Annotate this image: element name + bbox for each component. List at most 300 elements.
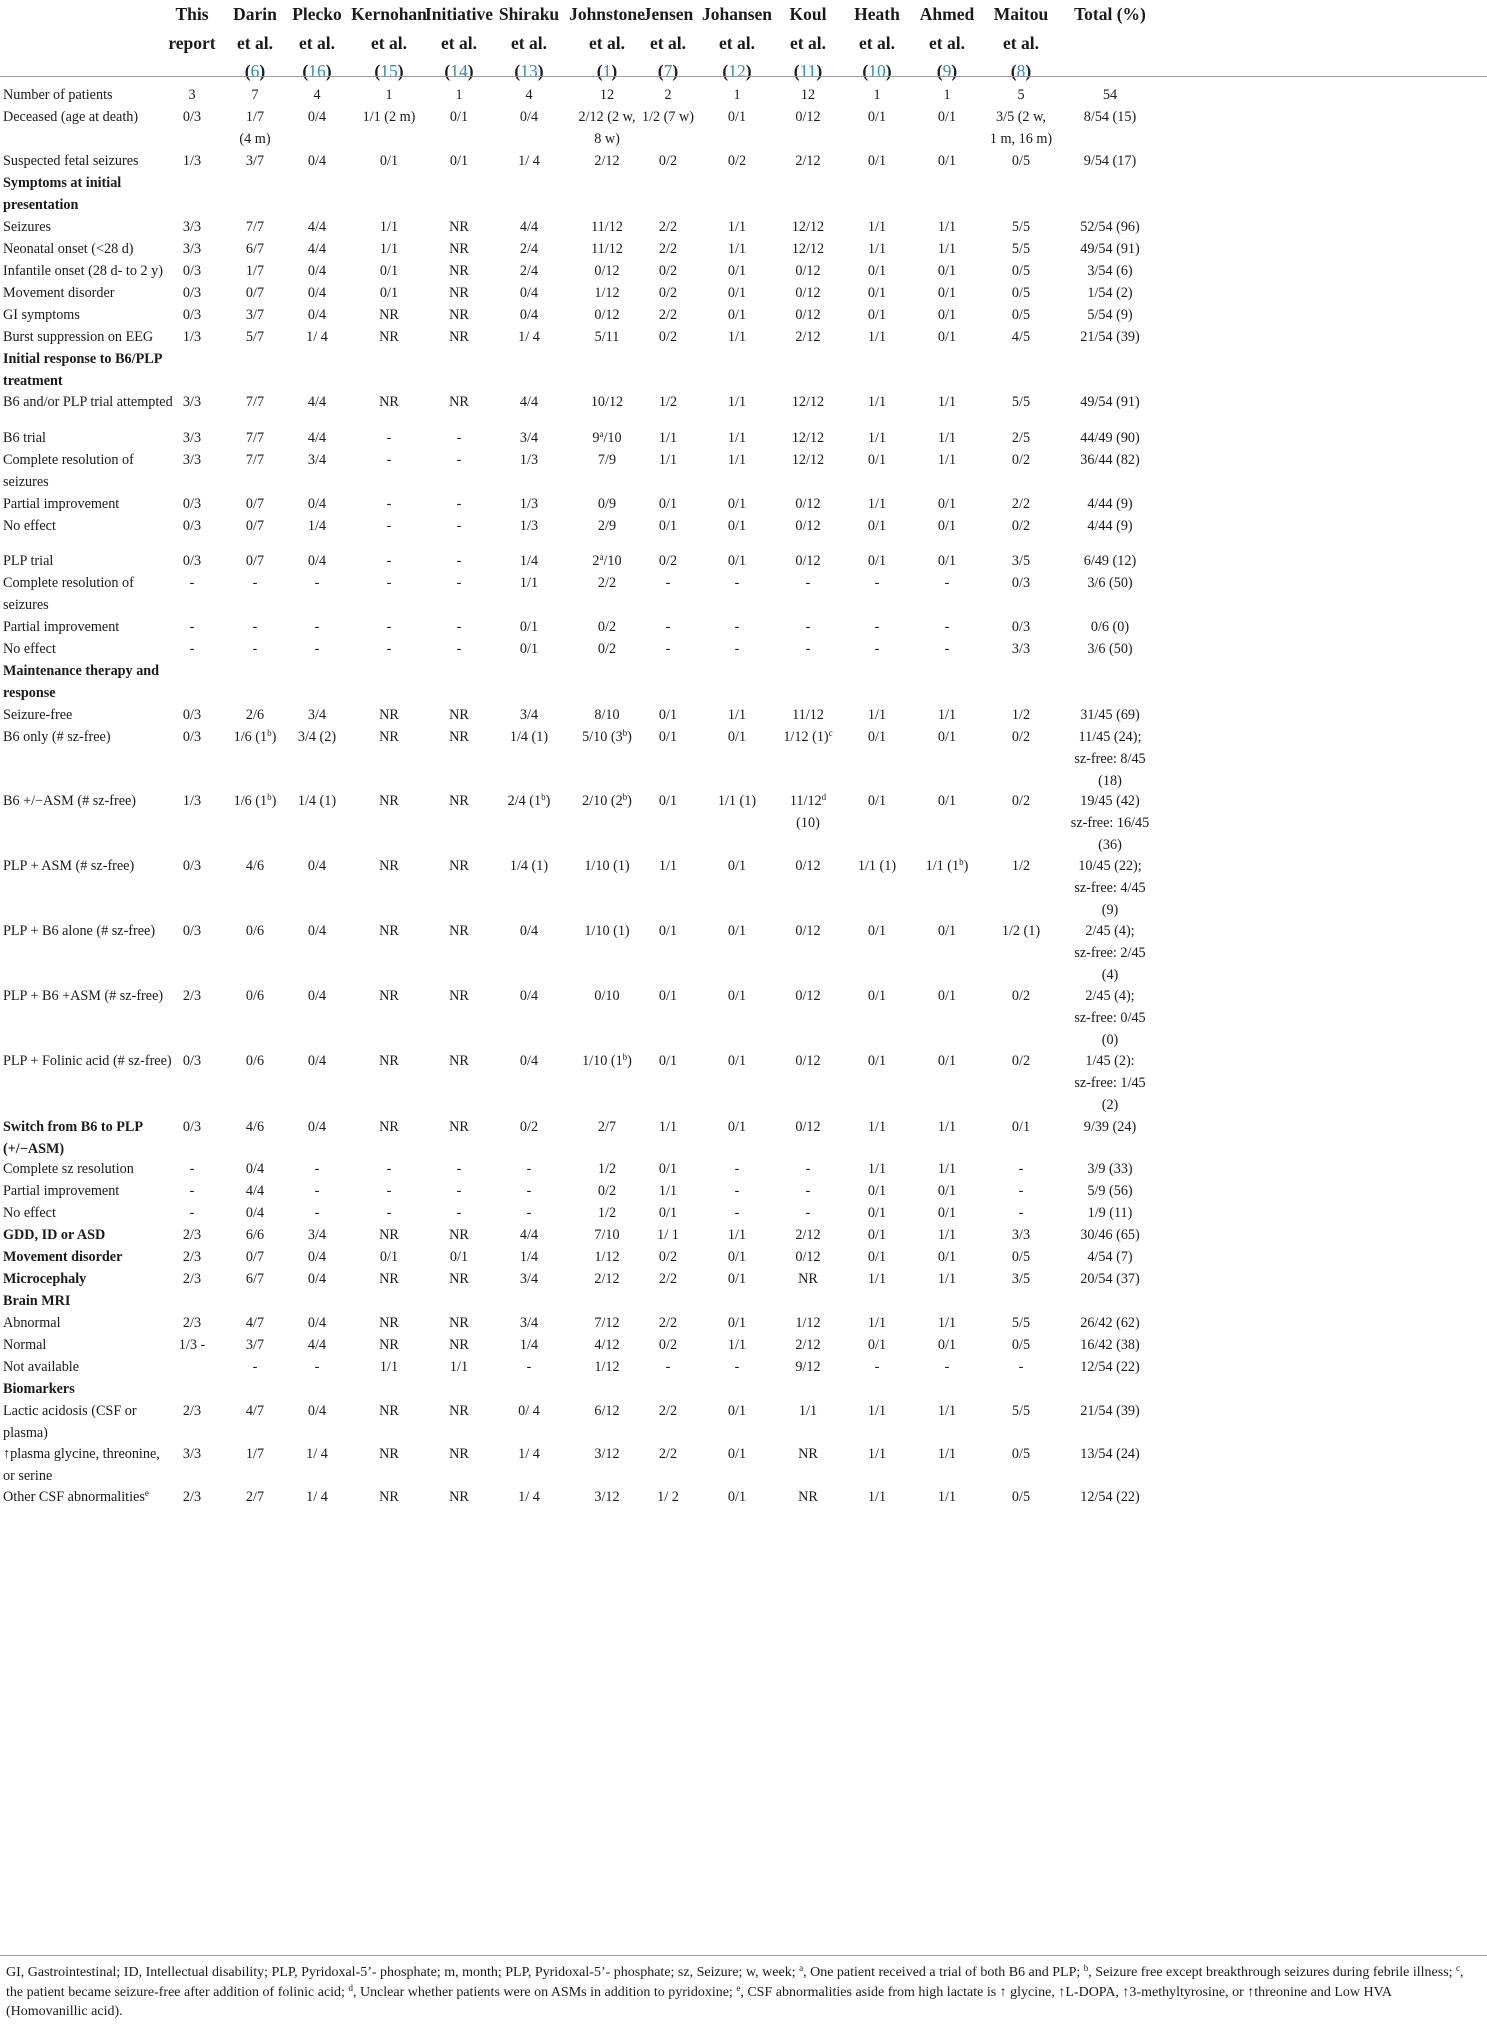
cell-text: NR xyxy=(449,1119,469,1135)
reference-citation[interactable] xyxy=(491,57,567,86)
column-header-line2: et al. xyxy=(299,32,335,53)
cell-text: 0/3 xyxy=(182,707,202,723)
table-cell xyxy=(490,427,568,449)
cell-text: 1/2 xyxy=(658,394,678,410)
cell-text: 4/4 xyxy=(245,1183,265,1199)
cell-text: (2) xyxy=(1101,1097,1119,1113)
cell-text: 3/3 xyxy=(182,430,202,446)
cell-text: 2/7 xyxy=(245,1489,265,1505)
table-cell xyxy=(840,790,914,812)
table-cell xyxy=(490,1334,568,1356)
cell-text: 3/7 xyxy=(245,153,265,169)
cell-text: 0/1 xyxy=(727,988,747,1004)
paren-close: ) xyxy=(1025,61,1032,81)
reference-citation[interactable] xyxy=(841,57,913,86)
cell-text: - xyxy=(252,575,258,591)
cell-text: 49/54 (91) xyxy=(1080,241,1140,257)
cell-text: 0/12 xyxy=(795,923,821,939)
table-cell xyxy=(771,326,845,348)
cell-text: NR xyxy=(798,1489,818,1505)
cell-text: 1/2 xyxy=(1011,858,1031,874)
cell-text: 1/1 xyxy=(937,1227,957,1243)
cell-text: 3/3 xyxy=(182,1446,202,1462)
cell-text: 2/45 (4); xyxy=(1085,923,1135,939)
table-cell xyxy=(490,515,568,537)
cell-text: 0/2 xyxy=(658,1249,678,1265)
cell-text: 0/1 xyxy=(1011,1119,1031,1135)
reference-link[interactable]: 9 xyxy=(942,61,952,81)
table-cell xyxy=(840,616,914,638)
cell-text: 1/3 xyxy=(182,793,202,809)
table-cell xyxy=(490,106,568,128)
cell-text: 1/1 xyxy=(867,1403,887,1419)
cell-text: - xyxy=(314,641,320,657)
cell-text: 4/7 xyxy=(245,1315,265,1331)
cell-text: 0/5 xyxy=(1011,1337,1031,1353)
cell-text: 0/3 xyxy=(182,285,202,301)
table-cell xyxy=(840,449,914,471)
cell-text: 5/7 xyxy=(245,329,265,345)
cell-text: 0/6 xyxy=(245,923,265,939)
cell-text: 0/2 xyxy=(597,1183,617,1199)
footnote-marker: e xyxy=(736,1982,741,1993)
cell-text: - xyxy=(386,452,392,468)
cell-text: Normal xyxy=(3,1337,47,1353)
table-cell xyxy=(840,1443,914,1465)
cell-text: - xyxy=(456,452,462,468)
cell-text: NR xyxy=(379,858,399,874)
cell-text: - xyxy=(734,575,740,591)
cell-text: NR xyxy=(379,1489,399,1505)
table-cell xyxy=(771,1116,845,1138)
cell-text: 1/1 xyxy=(867,1161,887,1177)
cell-text: 3/6 (50) xyxy=(1087,575,1133,591)
cell-text: sz-free: 4/45 xyxy=(1074,880,1146,896)
table-cell xyxy=(694,515,780,537)
table-cell xyxy=(840,550,914,572)
table-cell xyxy=(771,84,845,106)
cell-text: NR xyxy=(379,729,399,745)
paren-close: ) xyxy=(672,61,679,81)
cell-text: 2/3 xyxy=(182,1489,202,1505)
cell-text: - xyxy=(874,575,880,591)
cell-text: 1/ 1 xyxy=(657,1227,679,1243)
reference-link[interactable]: 14 xyxy=(450,61,468,81)
cell-text: Maintenance therapy and xyxy=(3,663,160,679)
cell-text: - xyxy=(189,641,195,657)
cell-text: 0/1 xyxy=(727,1271,747,1287)
cell-text-tail: ) xyxy=(963,858,969,874)
cell-text: 0/3 xyxy=(182,553,202,569)
cell-text: 1/45 (2): xyxy=(1085,1053,1135,1069)
table-cell xyxy=(840,1050,914,1072)
section-heading xyxy=(3,1290,178,1312)
cell-text: NR xyxy=(379,1119,399,1135)
table-cell xyxy=(1054,1224,1166,1246)
cell-text: - xyxy=(734,1161,740,1177)
table-cell xyxy=(694,726,780,748)
cell-text: 0/3 xyxy=(182,263,202,279)
table-cell xyxy=(840,282,914,304)
cell-text: 3/4 xyxy=(307,452,327,468)
cell-text: 2/3 xyxy=(182,1271,202,1287)
cell-text: 1/1 xyxy=(937,430,957,446)
cell-text: sz-free: 16/45 xyxy=(1070,815,1150,831)
cell-text: 5/5 xyxy=(1011,1315,1031,1331)
reference-citation[interactable] xyxy=(973,57,1069,86)
cell-text: 1/1 xyxy=(727,707,747,723)
cell-text: 0/12 xyxy=(795,109,821,125)
cell-text: - xyxy=(734,1183,740,1199)
cell-text: - xyxy=(314,1183,320,1199)
cell-text: 1/1 xyxy=(658,1119,678,1135)
table-cell xyxy=(1054,572,1166,594)
table-cell xyxy=(490,1443,568,1465)
cell-text: Number of patients xyxy=(3,87,113,103)
cell-text: Complete resolution of xyxy=(3,575,134,591)
cell-text: 0/1 xyxy=(937,1183,957,1199)
footnote-marker: c xyxy=(828,728,833,738)
table-cell xyxy=(771,282,845,304)
reference-link[interactable]: 1 xyxy=(602,61,612,81)
table-cell xyxy=(694,790,780,812)
cell-text: 1/1 xyxy=(727,241,747,257)
cell-text: - xyxy=(456,1183,462,1199)
cell-text: 1/1 xyxy=(658,1183,678,1199)
reference-citation[interactable] xyxy=(772,57,844,86)
cell-text: 7/10 xyxy=(594,1227,620,1243)
table-cell xyxy=(771,216,845,238)
cell-text: 4/4 xyxy=(519,1227,539,1243)
cell-text: 0/3 xyxy=(182,1053,202,1069)
cell-text: NR xyxy=(449,219,469,235)
table-cell xyxy=(1054,616,1166,638)
cell-text: GI symptoms xyxy=(3,307,80,323)
reference-link[interactable]: 12 xyxy=(728,61,746,81)
column-header xyxy=(772,0,844,86)
cell-text: NR xyxy=(449,263,469,279)
cell-text: 2/12 xyxy=(795,1227,821,1243)
section-heading xyxy=(3,1378,178,1400)
table-cell xyxy=(490,1202,568,1224)
cell-text: 0/3 xyxy=(182,729,202,745)
cell-text: 0/1 xyxy=(867,1337,887,1353)
cell-text: 1/2 (1) xyxy=(1001,923,1041,939)
column-header-line2: et al. xyxy=(1003,32,1039,53)
table-cell xyxy=(490,238,568,260)
footnote-marker: a xyxy=(599,552,604,562)
cell-text: 2/2 xyxy=(658,1315,678,1331)
paren-open: ( xyxy=(936,61,943,81)
table-cell xyxy=(1054,449,1166,471)
cell-text: - xyxy=(456,1161,462,1177)
cell-text: - xyxy=(1018,1205,1024,1221)
cell-text: Burst suppression on EEG xyxy=(3,329,154,345)
cell-text: 0/1 xyxy=(727,1446,747,1462)
column-header-line1: Shiraku xyxy=(498,4,560,24)
cell-text: 0/1 xyxy=(937,329,957,345)
table-cell xyxy=(771,238,845,260)
cell-text: 0/5 xyxy=(1011,1446,1031,1462)
column-header-line2: et al. xyxy=(589,32,625,53)
table-cell xyxy=(840,1158,914,1180)
cell-text: 54 xyxy=(1102,87,1118,103)
cell-text: Switch from B6 to PLP xyxy=(3,1119,144,1135)
table-cell xyxy=(1054,1180,1166,1202)
cell-text: 3/6 (50) xyxy=(1087,641,1133,657)
cell-text: 1/1 xyxy=(867,219,887,235)
cell-text: 1/1 xyxy=(867,329,887,345)
cell-text: 0/3 xyxy=(182,1119,202,1135)
column-header-line2: et al. xyxy=(237,32,273,53)
cell-text: - xyxy=(189,619,195,635)
cell-text: 0/12 xyxy=(594,307,620,323)
cell-text: 1/2 xyxy=(597,1205,617,1221)
cell-text xyxy=(490,790,568,812)
cell-text: 0/1 xyxy=(937,285,957,301)
cell-text: 0/2 xyxy=(658,1337,678,1353)
cell-text: 1/54 (2) xyxy=(1087,285,1133,301)
reference-link[interactable]: 16 xyxy=(308,61,326,81)
cell-text: 0/2 xyxy=(519,1119,539,1135)
table-cell xyxy=(490,1180,568,1202)
cell-text-main: 1/12 (1) xyxy=(783,729,829,745)
cell-text: 1/4 (1) xyxy=(297,793,337,809)
cell-text-main: 1/1 (1 xyxy=(925,858,960,874)
cell-text: 8/54 (15) xyxy=(1083,109,1137,125)
table-cell xyxy=(490,1224,568,1246)
cell-text: 0/1 xyxy=(867,307,887,323)
cell-text: Symptoms at initial xyxy=(3,175,122,191)
cell-text: 0/4 xyxy=(307,988,327,1004)
cell-text: 0/1 xyxy=(867,793,887,809)
cell-text: - xyxy=(456,575,462,591)
cell-text: 1/12 xyxy=(594,1249,620,1265)
table-cell xyxy=(694,84,780,106)
table-cell xyxy=(694,1158,780,1180)
cell-text: 0/1 xyxy=(937,307,957,323)
footnote-text: , Unclear whether patients were on ASMs in addition to pyridoxine; xyxy=(352,1984,737,2000)
cell-text: 3/4 xyxy=(307,707,327,723)
table-cell xyxy=(1054,550,1166,572)
reference-link[interactable]: 15 xyxy=(380,61,398,81)
cell-text: 0/4 xyxy=(245,1205,265,1221)
cell-text: 2/7 xyxy=(597,1119,617,1135)
table-cell xyxy=(771,790,845,834)
cell-text: 2/5 xyxy=(1011,430,1031,446)
cell-text: NR xyxy=(449,988,469,1004)
cell-text: Seizure-free xyxy=(3,707,73,723)
cell-text: 0/1 xyxy=(867,153,887,169)
cell-text: 1/1 xyxy=(867,707,887,723)
cell-text: 0/1 xyxy=(867,285,887,301)
cell-text: 1/1 xyxy=(867,430,887,446)
cell-text: 1/1 xyxy=(867,241,887,257)
cell-text: 3/12 xyxy=(594,1489,620,1505)
cell-text: 0/4 xyxy=(307,153,327,169)
cell-text: 3/4 (2) xyxy=(297,729,337,745)
reference-citation[interactable] xyxy=(631,57,705,86)
table-cell xyxy=(1054,1202,1166,1224)
cell-text: 0/12 xyxy=(795,1249,821,1265)
cell-text: NR xyxy=(379,707,399,723)
cell-text: 1/1 xyxy=(658,858,678,874)
cell-text: 8 w) xyxy=(594,131,620,147)
reference-link[interactable]: 10 xyxy=(868,61,886,81)
cell-text: - xyxy=(456,641,462,657)
cell-text-tail: ) xyxy=(627,793,632,809)
cell-text-main: 11/12 xyxy=(789,793,822,809)
cell-text: 1/ 4 xyxy=(306,1446,328,1462)
cell-text: 1/1 xyxy=(727,219,747,235)
cell-text: 0/1 xyxy=(867,988,887,1004)
cell-text: 0/4 xyxy=(245,1161,265,1177)
cell-text: Brain MRI xyxy=(3,1293,71,1309)
cell-text: 4/7 xyxy=(245,1403,265,1419)
table-cell xyxy=(771,150,845,172)
cell-text: 7/9 xyxy=(597,452,617,468)
table-footnote xyxy=(6,1963,1476,2022)
cell-text: NR xyxy=(449,793,469,809)
cell-text: Infantile onset (28 d- to 2 y) xyxy=(3,263,163,279)
cell-text: NR xyxy=(449,241,469,257)
cell-text: 5/11 xyxy=(594,329,620,345)
paren-open: ( xyxy=(514,61,521,81)
cell-text: - xyxy=(314,619,320,635)
footnote-marker: a xyxy=(799,1963,804,1973)
cell-text: 0/4 xyxy=(307,109,327,125)
reference-citation[interactable] xyxy=(415,57,503,86)
cell-text: NR xyxy=(379,1403,399,1419)
cell-text: 10/12 xyxy=(590,394,624,410)
footnote-marker: b xyxy=(267,792,272,802)
paren-open: ( xyxy=(722,61,729,81)
table-cell xyxy=(490,1400,568,1422)
table-cell xyxy=(771,704,845,726)
cell-text: 0/4 xyxy=(307,1271,327,1287)
cell-text: 0/6 xyxy=(245,1053,265,1069)
cell-text: 0/1 xyxy=(727,1119,747,1135)
cell-text: 1/1 xyxy=(379,219,399,235)
header-rule xyxy=(0,76,1487,77)
table-cell xyxy=(490,1268,568,1290)
cell-text: B6 trial xyxy=(3,430,46,446)
cell-text: treatment xyxy=(3,373,63,389)
cell-text: Microcephaly xyxy=(3,1271,87,1287)
cell-text: Partial improvement xyxy=(3,619,120,635)
cell-text: - xyxy=(665,619,671,635)
cell-text: - xyxy=(252,641,258,657)
cell-text-main: 1/10 (1 xyxy=(582,1053,623,1069)
reference-link[interactable]: 6 xyxy=(250,61,260,81)
reference-link[interactable]: 8 xyxy=(1016,61,1026,81)
cell-text: 0/1 xyxy=(867,452,887,468)
table-cell xyxy=(1054,1443,1166,1465)
paren-open: ( xyxy=(657,61,664,81)
paren-open: ( xyxy=(374,61,381,81)
cell-text: PLP + ASM (# sz-free) xyxy=(3,858,135,874)
table-cell xyxy=(694,550,780,572)
table-cell xyxy=(771,1246,845,1268)
cell-text: 1/3 xyxy=(519,452,539,468)
cell-text: 1/7 xyxy=(245,263,265,279)
table-cell xyxy=(1054,326,1166,348)
column-header-line1: Heath xyxy=(854,4,900,24)
cell-text: 52/54 (96) xyxy=(1080,219,1140,235)
cell-text: 0/1 xyxy=(727,307,747,323)
cell-text: NR xyxy=(379,1337,399,1353)
cell-text: 2/12 xyxy=(795,1337,821,1353)
cell-text: 0/12 xyxy=(795,496,821,512)
table-cell xyxy=(771,304,845,326)
table-cell xyxy=(1054,704,1166,726)
cell-text: 1/3 xyxy=(519,518,539,534)
cell-text: 3 xyxy=(188,87,196,103)
cell-text: 1/3 - xyxy=(178,1337,206,1353)
cell-text: 0/12 xyxy=(795,1119,821,1135)
table-cell xyxy=(694,1268,780,1290)
cell-text: 1/1 xyxy=(867,1119,887,1135)
cell-text: 2 xyxy=(664,87,672,103)
reference-link[interactable]: 11 xyxy=(799,61,817,81)
cell-text: 12 xyxy=(599,87,615,103)
cell-text: 4/5 xyxy=(1011,329,1031,345)
cell-text: 4/12 xyxy=(594,1337,620,1353)
cell-text: 0/2 xyxy=(1011,729,1031,745)
cell-text: - xyxy=(386,496,392,512)
table-cell xyxy=(1054,493,1166,515)
cell-text: 0/2 xyxy=(597,641,617,657)
cell-text: - xyxy=(805,1183,811,1199)
cell-text: NR xyxy=(379,923,399,939)
reference-link[interactable]: 7 xyxy=(663,61,673,81)
table-cell xyxy=(771,515,845,537)
cell-text: 0/1 xyxy=(867,1205,887,1221)
table-cell xyxy=(694,1246,780,1268)
cell-text: 0/7 xyxy=(245,496,265,512)
table-cell xyxy=(840,106,914,128)
cell-text: 1/1 xyxy=(867,1446,887,1462)
footnote-text: , the patient became seizure-free after addition of folinic acid; xyxy=(6,1965,1464,2000)
column-header-line1: Kernohan xyxy=(351,4,427,24)
cell-text: NR xyxy=(379,1271,399,1287)
cell-text: 1/10 (1) xyxy=(584,858,630,874)
cell-text: 0/12 xyxy=(795,1053,821,1069)
table-cell xyxy=(490,260,568,282)
cell-text: 0/1 xyxy=(867,923,887,939)
paren-close: ) xyxy=(537,61,544,81)
cell-text: or serine xyxy=(3,1468,53,1484)
table-cell xyxy=(771,855,845,877)
cell-text: 6/7 xyxy=(245,241,265,257)
cell-text: NR xyxy=(379,1053,399,1069)
table-cell xyxy=(490,726,568,748)
footnote-text: , Seizure free except breakthrough seizures during febrile illness; xyxy=(1088,1965,1457,1980)
cell-text: 0/1 xyxy=(867,1183,887,1199)
cell-text: 0/2 xyxy=(658,329,678,345)
reference-link[interactable]: 13 xyxy=(520,61,538,81)
cell-text: 7/12 xyxy=(594,1315,620,1331)
cell-text: 0/2 xyxy=(597,619,617,635)
table-cell xyxy=(771,1486,845,1508)
table-cell xyxy=(490,1050,568,1072)
reference-citation[interactable] xyxy=(695,57,779,86)
cell-text: 1/4 xyxy=(307,518,327,534)
table-cell xyxy=(840,1116,914,1138)
table-cell xyxy=(840,150,914,172)
cell-text: NR xyxy=(798,1446,818,1462)
cell-text: (36) xyxy=(1098,837,1122,853)
